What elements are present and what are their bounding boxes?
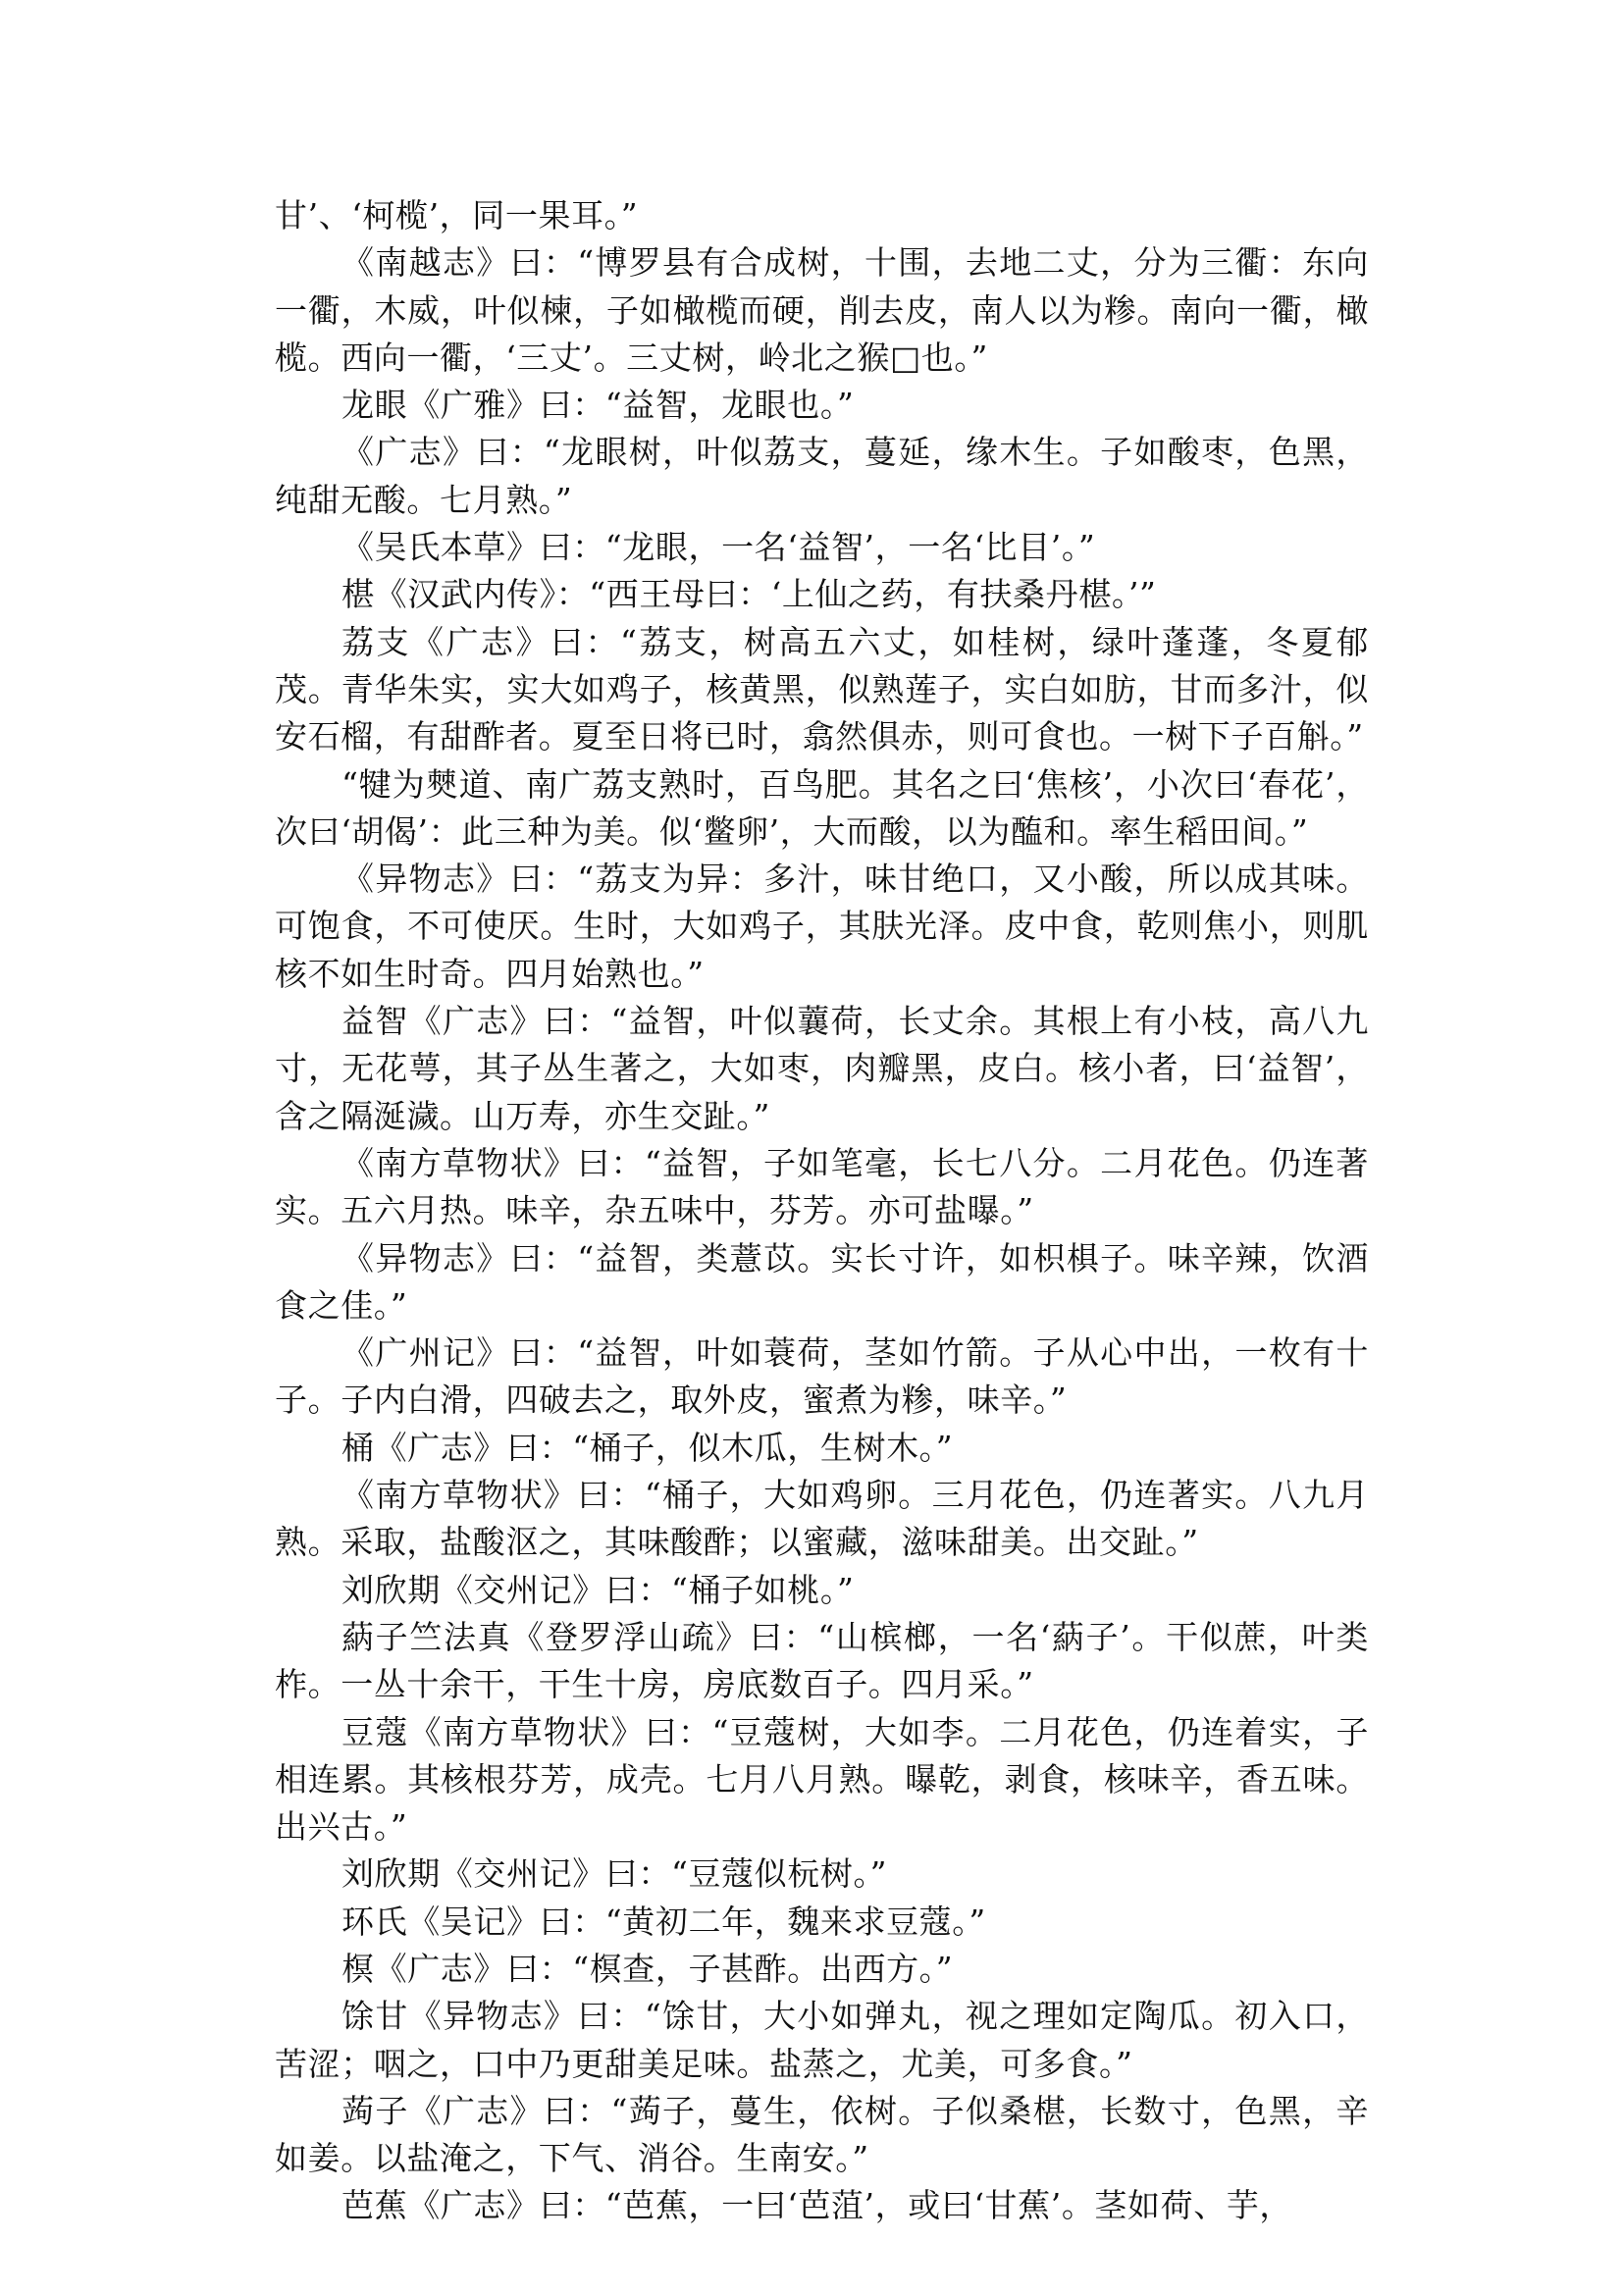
paragraph-16: 蒳子竺法真《登罗浮山疏》曰：“山槟榔，一名‘蒳子’。干似蔗，叶类柞。一丛十余干，干生十房，房底数百子。四月采。” xyxy=(275,1617,1369,1704)
paragraph-2: 龙眼《广雅》曰：“益智，龙眼也。” xyxy=(341,386,855,425)
paragraph-13: 桶《广志》曰：“桶子，似木瓜，生树木。” xyxy=(341,1428,954,1467)
paragraph-14: 《南方草物状》曰：“桶子，大如鸡卵。三月花色，仍连著实。八九月熟。采取，盐酸沤之，其味酸酢；以蜜藏，滋味甜美。出交趾。” xyxy=(275,1476,1369,1562)
paragraph-8: 《异物志》曰：“荔支为异：多汁，味甘绝口，又小酸，所以成其味。可饱食，不可使厌。生时，大如鸡子，其肤光泽。皮中食，乾则焦小，则肌核不如生时奇。四月始熟也。” xyxy=(275,860,1369,993)
paragraph-9: 益智《广志》曰：“益智，叶似蘘荷，长丈余。其根上有小枝，高八九寸，无花萼，其子丛生著之，大如枣，肉瓣黑，皮白。核小者，曰‘益智’，含之隔涎濊。山万寿，亦生交趾。” xyxy=(275,1002,1369,1135)
paragraph-15: 刘欣期《交州记》曰：“桶子如桃。” xyxy=(341,1570,855,1609)
document-body-text xyxy=(275,192,1369,2230)
paragraph-21: 馀甘《异物志》曰：“馀甘，大小如弹丸，视之理如定陶瓜。初入口，苦涩；咽之，口中乃更甜美足味。盐蒸之，尤美，可多食。” xyxy=(275,1997,1369,2083)
paragraph-5: 椹《汉武内传》：“西王母曰：‘上仙之药，有扶桑丹椹。’” xyxy=(341,575,1157,614)
paragraph-17: 豆蔻《南方草物状》曰：“豆蔻树，大如李。二月花色，仍连着实，子相连累。其核根芬芳，成壳。七月八月熟。曝乾，剥食，核味辛，香五味。出兴古。” xyxy=(275,1712,1369,1847)
paragraph-6: 荔支《广志》曰：“荔支，树高五六丈，如桂树，绿叶蓬蓬，冬夏郁茂。青华朱实，实大如鸡子，核黄黑，似熟莲子，实白如肪，甘而多汁，似安石榴，有甜酢者。夏至日将已时，翕然俱赤，则可食也。一树下子百斛。” xyxy=(275,622,1369,756)
paragraph-10: 《南方草物状》曰：“益智，子如笔毫，长七八分。二月花色。仍连著实。五六月热。味辛，杂五味中，芬芳。亦可盐曝。” xyxy=(275,1143,1369,1230)
paragraph-3: 《广志》曰：“龙眼树，叶似荔支，蔓延，缘木生。子如酸枣，色黑，纯甜无酸。七月熟。” xyxy=(275,433,1369,519)
paragraph-7: “犍为僰道、南广荔支熟时，百鸟肥。其名之曰‘焦核’，小次曰‘春花’，次曰‘胡偈’：此三种为美。似‘鳖卵’，大而酸，以为醢和。率生稻田间。” xyxy=(275,764,1369,851)
paragraph-20: 榠《广志》曰：“榠查，子甚酢。出西方。” xyxy=(341,1949,954,1988)
paragraph-1: 《南越志》曰：“博罗县有合成树，十围，去地二丈，分为三衢：东向一衢，木威，叶似楝，子如橄榄而硬，削去皮，南人以为糁。南向一衢，橄榄。西向一衢，‘三丈’。三丈树，岭北之猴□也。” xyxy=(275,243,1369,377)
paragraph-12: 《广州记》曰：“益智，叶如蓑荷，茎如竹箭。子从心中出，一枚有十子。子内白滑，四破去之，取外皮，蜜煮为糁，味辛。” xyxy=(275,1333,1369,1420)
paragraph-11: 《异物志》曰：“益智，类薏苡。实长寸许，如枳椇子。味辛辣，饮酒食之佳。” xyxy=(275,1238,1369,1325)
paragraph-18: 刘欣期《交州记》曰：“豆蔻似杬树。” xyxy=(341,1854,888,1894)
paragraph-0: 甘’、‘柯榄’，同一果耳。” xyxy=(275,196,639,235)
paragraph-19: 环氏《吴记》曰：“黄初二年，魏来求豆蔻。” xyxy=(341,1902,986,1941)
paragraph-22: 蒟子《广志》曰：“蒟子，蔓生，依树。子似桑椹，长数寸，色黑，辛如姜。以盐淹之，下气、消谷。生南安。” xyxy=(275,2091,1369,2178)
paragraph-23: 芭蕉《广志》曰：“芭蕉，一曰‘芭菹’，或曰‘甘蕉’。茎如荷、芋， xyxy=(341,2186,1293,2225)
paragraph-4: 《吴氏本草》曰：“龙眼，一名‘益智’，一名‘比目’。” xyxy=(341,528,1096,567)
